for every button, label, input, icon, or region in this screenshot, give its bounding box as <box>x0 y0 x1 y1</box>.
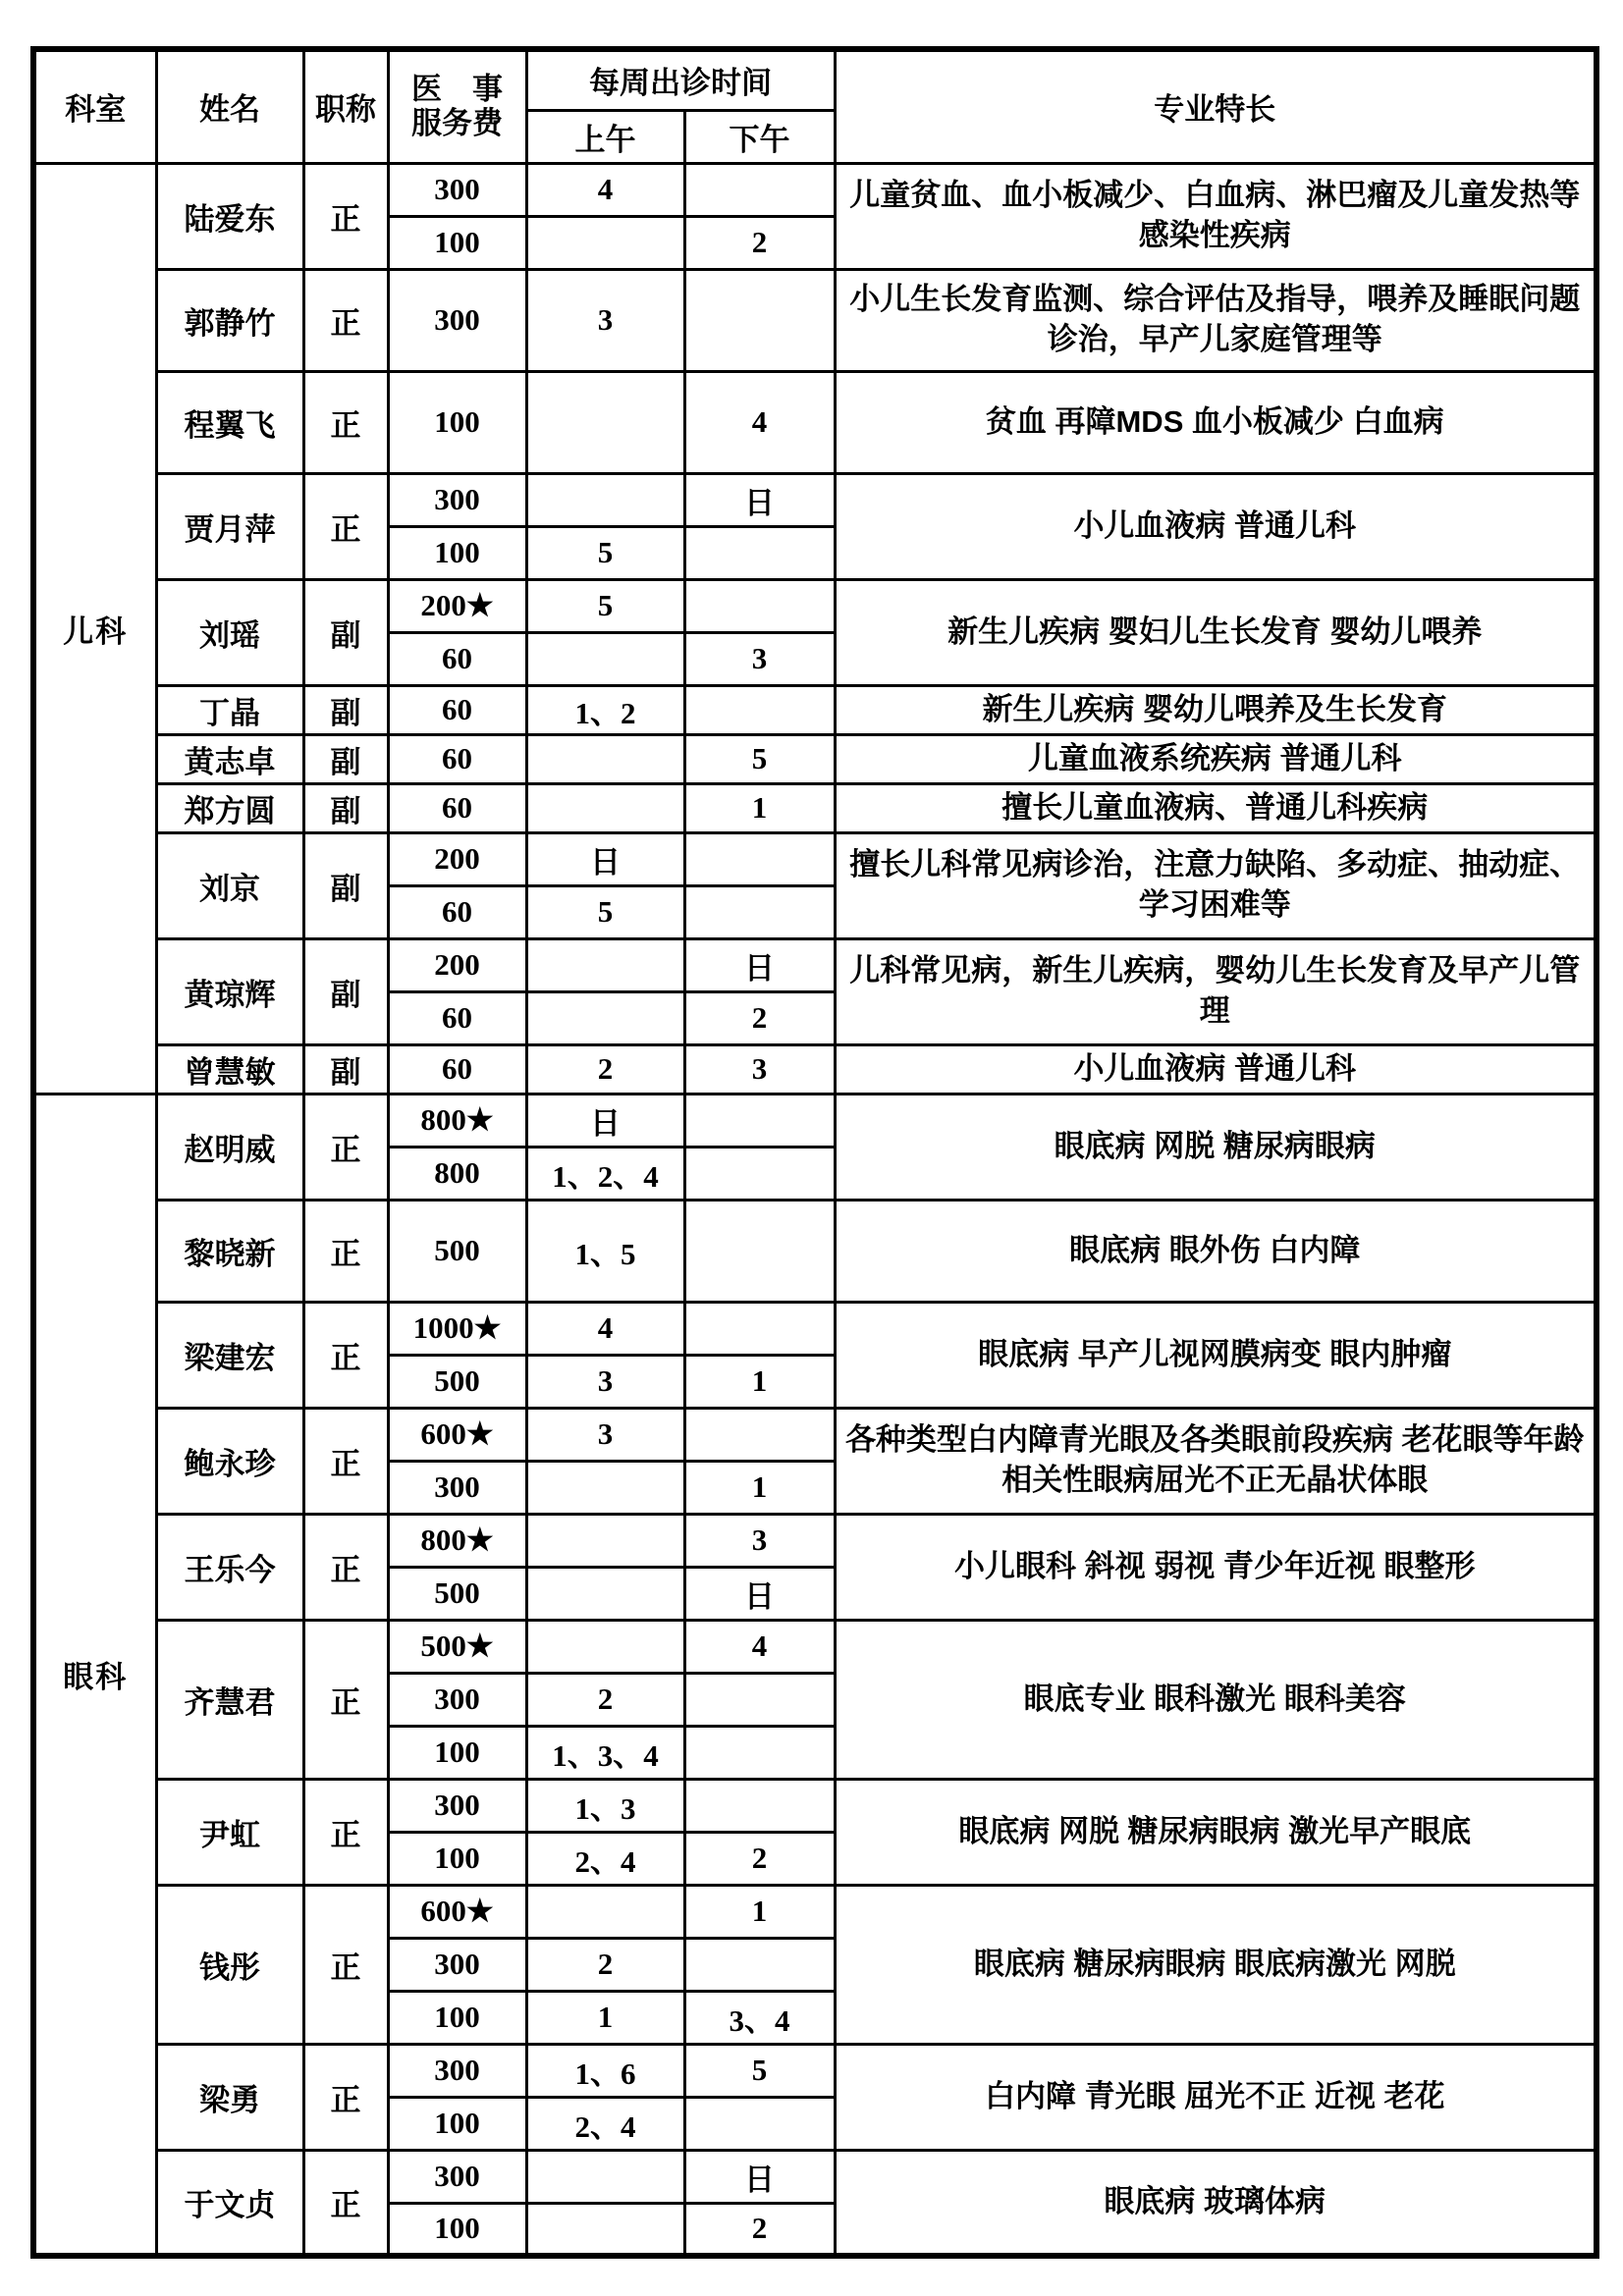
specialty-cell: 眼底病 早产儿视网膜病变 眼内肿瘤 <box>835 1302 1596 1408</box>
specialty-cell: 新生儿疾病 婴幼儿喂养及生长发育 <box>835 685 1596 734</box>
doctor-name-cell: 黄琼辉 <box>156 938 303 1044</box>
afternoon-cell: 日 <box>684 2150 835 2203</box>
fee-cell: 300 <box>388 473 526 526</box>
doctor-title-cell: 副 <box>303 579 388 685</box>
doctor-name-cell: 钱彤 <box>156 1885 303 2044</box>
doctor-name-cell: 刘瑶 <box>156 579 303 685</box>
doctor-title-cell: 正 <box>303 371 388 473</box>
doctor-name-cell: 梁勇 <box>156 2044 303 2150</box>
afternoon-cell: 1 <box>684 1461 835 1514</box>
table-row <box>33 1044 1596 1094</box>
morning-cell: 1、5 <box>526 1200 684 1302</box>
doctor-title-cell: 副 <box>303 734 388 783</box>
morning-cell <box>526 1885 684 1938</box>
fee-cell: 100 <box>388 526 526 579</box>
header-morning: 上午 <box>526 110 684 163</box>
afternoon-cell <box>684 163 835 216</box>
table-row <box>33 579 1596 632</box>
fee-cell: 300 <box>388 1673 526 1726</box>
table-row <box>33 1885 1596 1938</box>
afternoon-cell <box>684 685 835 734</box>
morning-cell: 2、4 <box>526 1832 684 1885</box>
morning-cell: 4 <box>526 1302 684 1355</box>
table-row <box>33 1094 1596 1147</box>
morning-cell: 1、6 <box>526 2044 684 2097</box>
afternoon-cell <box>684 832 835 885</box>
morning-cell: 3 <box>526 1355 684 1408</box>
doctor-title-cell: 正 <box>303 1408 388 1514</box>
doctor-title-cell: 正 <box>303 2044 388 2150</box>
fee-cell: 60 <box>388 991 526 1044</box>
doctor-name-cell: 赵明威 <box>156 1094 303 1200</box>
department-cell: 眼科 <box>33 1094 156 2256</box>
fee-cell: 500★ <box>388 1620 526 1673</box>
doctor-title-cell: 副 <box>303 938 388 1044</box>
afternoon-cell: 2 <box>684 216 835 269</box>
doctor-name-cell: 黎晓新 <box>156 1200 303 1302</box>
morning-cell <box>526 1567 684 1620</box>
table-row <box>33 2150 1596 2203</box>
morning-cell <box>526 371 684 473</box>
fee-cell: 300 <box>388 269 526 371</box>
doctor-title-cell: 正 <box>303 269 388 371</box>
fee-cell: 800★ <box>388 1094 526 1147</box>
morning-cell: 1、2、4 <box>526 1147 684 1200</box>
doctor-title-cell: 副 <box>303 832 388 938</box>
doctor-title-cell: 正 <box>303 1514 388 1620</box>
morning-cell: 2 <box>526 1044 684 1094</box>
table-row <box>33 163 1596 216</box>
fee-cell: 600★ <box>388 1408 526 1461</box>
morning-cell: 3 <box>526 1408 684 1461</box>
doctor-title-cell: 正 <box>303 1200 388 1302</box>
afternoon-cell <box>684 2097 835 2150</box>
morning-cell: 1 <box>526 1991 684 2044</box>
fee-cell: 1000★ <box>388 1302 526 1355</box>
fee-cell: 60 <box>388 632 526 685</box>
doctor-title-cell: 副 <box>303 685 388 734</box>
fee-cell: 600★ <box>388 1885 526 1938</box>
fee-cell: 300 <box>388 2044 526 2097</box>
afternoon-cell <box>684 1094 835 1147</box>
table-row <box>33 832 1596 885</box>
fee-cell: 60 <box>388 685 526 734</box>
morning-cell <box>526 1620 684 1673</box>
specialty-cell: 各种类型白内障青光眼及各类眼前段疾病 老花眼等年龄相关性眼病屈光不正无晶状体眼 <box>835 1408 1596 1514</box>
table-row <box>33 1514 1596 1567</box>
fee-cell: 200 <box>388 938 526 991</box>
afternoon-cell: 3、4 <box>684 1991 835 2044</box>
morning-cell: 2 <box>526 1938 684 1991</box>
fee-cell: 300 <box>388 1779 526 1832</box>
table-row <box>33 938 1596 991</box>
afternoon-cell: 日 <box>684 938 835 991</box>
doctor-name-cell: 陆爱东 <box>156 163 303 269</box>
afternoon-cell: 日 <box>684 473 835 526</box>
afternoon-cell: 1 <box>684 1355 835 1408</box>
header-service-fee <box>388 49 526 163</box>
morning-cell: 5 <box>526 885 684 938</box>
doctor-name-cell: 王乐今 <box>156 1514 303 1620</box>
table-row <box>33 371 1596 473</box>
specialty-cell: 小儿眼科 斜视 弱视 青少年近视 眼整形 <box>835 1514 1596 1620</box>
afternoon-cell: 4 <box>684 1620 835 1673</box>
afternoon-cell: 4 <box>684 371 835 473</box>
specialty-cell: 眼底病 眼外伤 白内障 <box>835 1200 1596 1302</box>
fee-cell: 100 <box>388 2203 526 2256</box>
fee-cell: 500 <box>388 1355 526 1408</box>
morning-cell <box>526 783 684 832</box>
table-row <box>33 1408 1596 1461</box>
morning-cell <box>526 632 684 685</box>
morning-cell <box>526 1461 684 1514</box>
doctor-title-cell: 正 <box>303 2150 388 2256</box>
morning-cell <box>526 473 684 526</box>
afternoon-cell <box>684 1200 835 1302</box>
fee-cell: 800★ <box>388 1514 526 1567</box>
afternoon-cell: 2 <box>684 2203 835 2256</box>
fee-cell: 100 <box>388 216 526 269</box>
doctor-title-cell: 副 <box>303 783 388 832</box>
specialty-cell: 眼底病 糖尿病眼病 眼底病激光 网脱 <box>835 1885 1596 2044</box>
morning-cell: 5 <box>526 526 684 579</box>
fee-cell: 60 <box>388 734 526 783</box>
fee-cell: 100 <box>388 1991 526 2044</box>
afternoon-cell: 1 <box>684 1885 835 1938</box>
table-row <box>33 2044 1596 2097</box>
afternoon-cell: 3 <box>684 632 835 685</box>
doctor-title-cell: 正 <box>303 1885 388 2044</box>
doctor-title-cell: 正 <box>303 473 388 579</box>
doctor-name-cell: 于文贞 <box>156 2150 303 2256</box>
header-department: 科室 <box>33 49 156 163</box>
afternoon-cell: 1 <box>684 783 835 832</box>
afternoon-cell <box>684 1673 835 1726</box>
doctor-name-cell: 程翼飞 <box>156 371 303 473</box>
doctor-title-cell: 正 <box>303 163 388 269</box>
afternoon-cell: 2 <box>684 1832 835 1885</box>
table-row <box>33 783 1596 832</box>
fee-cell: 200★ <box>388 579 526 632</box>
specialty-cell: 新生儿疾病 婴妇儿生长发育 婴幼儿喂养 <box>835 579 1596 685</box>
doctor-name-cell: 贾月萍 <box>156 473 303 579</box>
table-row <box>33 1620 1596 1673</box>
table-row <box>33 1302 1596 1355</box>
header-weekly-schedule: 每周出诊时间 <box>526 49 835 110</box>
doctor-name-cell: 丁晶 <box>156 685 303 734</box>
specialty-cell: 小儿生长发育监测、综合评估及指导，喂养及睡眠问题诊治，早产儿家庭管理等 <box>835 269 1596 371</box>
fee-cell: 60 <box>388 1044 526 1094</box>
fee-cell: 200 <box>388 832 526 885</box>
fee-cell: 800 <box>388 1147 526 1200</box>
afternoon-cell: 5 <box>684 2044 835 2097</box>
afternoon-cell <box>684 579 835 632</box>
morning-cell <box>526 734 684 783</box>
doctor-name-cell: 郭静竹 <box>156 269 303 371</box>
doctor-title-cell: 正 <box>303 1779 388 1885</box>
fee-cell: 60 <box>388 885 526 938</box>
fee-cell: 300 <box>388 2150 526 2203</box>
morning-cell <box>526 938 684 991</box>
afternoon-cell <box>684 269 835 371</box>
morning-cell: 5 <box>526 579 684 632</box>
afternoon-cell <box>684 526 835 579</box>
morning-cell: 2 <box>526 1673 684 1726</box>
afternoon-cell <box>684 1779 835 1832</box>
specialty-cell: 眼底病 玻璃体病 <box>835 2150 1596 2256</box>
morning-cell: 2、4 <box>526 2097 684 2150</box>
doctor-name-cell: 鲍永珍 <box>156 1408 303 1514</box>
schedule-table-body <box>33 163 1596 2256</box>
specialty-cell: 儿童血液系统疾病 普通儿科 <box>835 734 1596 783</box>
header-name: 姓名 <box>156 49 303 163</box>
morning-cell: 日 <box>526 832 684 885</box>
afternoon-cell: 日 <box>684 1567 835 1620</box>
afternoon-cell: 3 <box>684 1514 835 1567</box>
fee-cell: 500 <box>388 1567 526 1620</box>
morning-cell: 1、3 <box>526 1779 684 1832</box>
doctor-name-cell: 曾慧敏 <box>156 1044 303 1094</box>
afternoon-cell <box>684 885 835 938</box>
afternoon-cell: 5 <box>684 734 835 783</box>
morning-cell: 3 <box>526 269 684 371</box>
department-cell: 儿科 <box>33 163 156 1094</box>
doctor-name-cell: 尹虹 <box>156 1779 303 1885</box>
table-row <box>33 1779 1596 1832</box>
morning-cell <box>526 2203 684 2256</box>
afternoon-cell: 2 <box>684 991 835 1044</box>
fee-cell: 100 <box>388 2097 526 2150</box>
afternoon-cell <box>684 1726 835 1779</box>
specialty-cell: 贫血 再障MDS 血小板减少 白血病 <box>835 371 1596 473</box>
table-row <box>33 1200 1596 1302</box>
morning-cell <box>526 991 684 1044</box>
specialty-cell: 眼底病 网脱 糖尿病眼病 <box>835 1094 1596 1200</box>
table-row <box>33 269 1596 371</box>
specialty-cell: 擅长儿科常见病诊治，注意力缺陷、多动症、抽动症、学习困难等 <box>835 832 1596 938</box>
doctor-name-cell: 齐慧君 <box>156 1620 303 1779</box>
specialty-cell: 擅长儿童血液病、普通儿科疾病 <box>835 783 1596 832</box>
morning-cell: 4 <box>526 163 684 216</box>
table-row <box>33 473 1596 526</box>
header-service-fee-line2: 服务费 <box>411 105 503 140</box>
specialty-cell: 小儿血液病 普通儿科 <box>835 473 1596 579</box>
fee-cell: 500 <box>388 1200 526 1302</box>
table-row <box>33 685 1596 734</box>
doctor-title-cell: 副 <box>303 1044 388 1094</box>
doctor-name-cell: 郑方圆 <box>156 783 303 832</box>
doctor-schedule-table <box>30 46 1599 2259</box>
header-service-fee-line1: 医 事 <box>411 72 503 107</box>
header-specialty: 专业特长 <box>835 49 1596 163</box>
doctor-name-cell: 刘京 <box>156 832 303 938</box>
morning-cell: 1、2 <box>526 685 684 734</box>
specialty-cell: 眼底病 网脱 糖尿病眼病 激光早产眼底 <box>835 1779 1596 1885</box>
afternoon-cell: 3 <box>684 1044 835 1094</box>
doctor-title-cell: 正 <box>303 1302 388 1408</box>
fee-cell: 300 <box>388 1938 526 1991</box>
doctor-title-cell: 正 <box>303 1620 388 1779</box>
doctor-name-cell: 黄志卓 <box>156 734 303 783</box>
specialty-cell: 儿童贫血、血小板减少、白血病、淋巴瘤及儿童发热等感染性疾病 <box>835 163 1596 269</box>
specialty-cell: 儿科常见病，新生儿疾病，婴幼儿生长发育及早产儿管理 <box>835 938 1596 1044</box>
table-row <box>33 734 1596 783</box>
afternoon-cell <box>684 1147 835 1200</box>
specialty-cell: 小儿血液病 普通儿科 <box>835 1044 1596 1094</box>
header-title: 职称 <box>303 49 388 163</box>
fee-cell: 300 <box>388 163 526 216</box>
morning-cell <box>526 2150 684 2203</box>
doctor-title-cell: 正 <box>303 1094 388 1200</box>
fee-cell: 300 <box>388 1461 526 1514</box>
afternoon-cell <box>684 1938 835 1991</box>
header-afternoon: 下午 <box>684 110 835 163</box>
morning-cell <box>526 1514 684 1567</box>
fee-cell: 100 <box>388 1726 526 1779</box>
morning-cell: 1、3、4 <box>526 1726 684 1779</box>
afternoon-cell <box>684 1302 835 1355</box>
afternoon-cell <box>684 1408 835 1461</box>
specialty-cell: 眼底专业 眼科激光 眼科美容 <box>835 1620 1596 1779</box>
specialty-cell: 白内障 青光眼 屈光不正 近视 老花 <box>835 2044 1596 2150</box>
fee-cell: 100 <box>388 371 526 473</box>
morning-cell <box>526 216 684 269</box>
fee-cell: 100 <box>388 1832 526 1885</box>
morning-cell: 日 <box>526 1094 684 1147</box>
fee-cell: 60 <box>388 783 526 832</box>
doctor-name-cell: 梁建宏 <box>156 1302 303 1408</box>
